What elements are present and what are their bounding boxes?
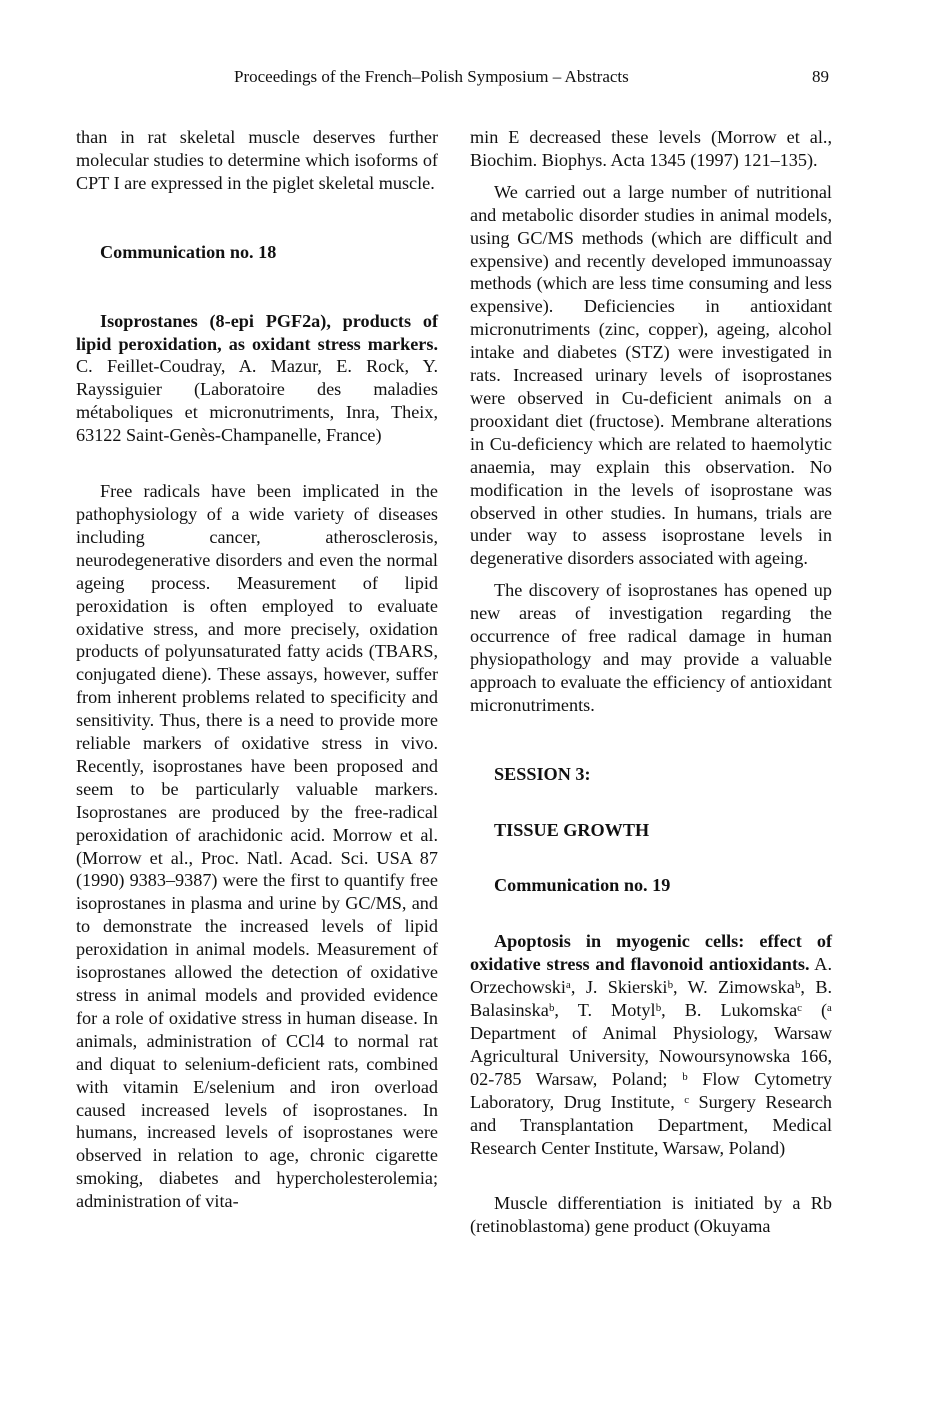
communication-19-title: Apoptosis in myogenic cells: effect of oxidative stress and flavonoid antioxidants. — [470, 931, 832, 975]
session-heading: SESSION 3: — [494, 763, 591, 784]
running-title: Proceedings of the French–Polish Symposium – Abstracts — [234, 67, 629, 86]
communication-18-body: Free radicals have been implicated in the pathophysiology of a wide variety of diseases including cancer, atherosclerosis, neurodegenerative disorders and even the normal ageing process. Measurement of lipid peroxidation is often employed to evaluate oxidative stress, and more precisely, oxidation products of polyunsaturated fatty acids (TBARS, conjugated diene). These assays, however, suffer from inherent problems related to specificity and sensitivity. Thus, there is a need to provide more reliable markers of oxidative stress in vivo. Recently, isoprostanes have been proposed and seem to be particularly valuable markers. Isoprostanes are produced by the free-radical peroxidation of arachidonic acid. Morrow et al. (Morrow et al., Proc. Natl. Acad. Sci. USA 87 (1990) 9383–9387) were the first to quantify free isoprostanes in plasma and urine by GC/MS, and to demonstrate the increased levels of lipid peroxidation in animal models. Measurement of isoprostanes allowed the detection of oxidative stress in animal models and provided evidence for a role of oxidative stress in human disease. In animals, administration of CCl4 to normal rat and diquat to selenium-deficient rats, combined with vitamin E/selenium and iron overload caused increased levels of isoprostanes. In humans, increased levels of isoprostanes were observed in relation to age, chronic cigarette smoking, diabetes and hypercholesterolemia; administration of vita- — [76, 481, 438, 1212]
session-title: TISSUE GROWTH — [494, 819, 650, 840]
right-column — [470, 126, 832, 1238]
communication-19-heading: Communication no. 19 — [494, 875, 671, 896]
page-number: 89 — [812, 67, 829, 86]
communication-18-citation — [76, 310, 438, 447]
communication-19-authors: A. Orzechowskiᵃ, J. Skierskiᵇ, W. Zimowskaᵇ, B. Balasinskaᵇ, T. Motylᵇ, B. Lukomskaᶜ (ᵃ Department of Animal Physiology, Warsaw Agricultural University, Nowoursynowska 166, 02-785 Warsaw, Poland; ᵇ Flow Cytometry Laboratory, Drug Institute, ᶜ Surgery Research and Transplantation Department, Medical Research Center Institute, Warsaw, Poland) — [470, 954, 832, 1158]
communication-19-body: Muscle differentiation is initiated by a Rb (retinoblastoma) gene product (Okuyama — [470, 1193, 832, 1237]
communication-18-authors: C. Feillet-Coudray, A. Mazur, E. Rock, Y. Rayssiguier (Laboratoire des maladies métaboliques et micronutriments, Inra, Theix, 63122 Saint-Genès-Champanelle, France) — [76, 356, 438, 446]
body-paragraph: The discovery of isoprostanes has opened up new areas of investigation regarding the occurrence of free radical damage in human physiopathology and may provide a valuable approach to evaluate the efficiency of antioxidant micronutriments. — [470, 580, 832, 715]
continuation-paragraph: than in rat skeletal muscle deserves further molecular studies to determine which isoforms of CPT I are expressed in the piglet skeletal muscle. — [76, 127, 438, 193]
body-paragraph: We carried out a large number of nutritional and metabolic disorder studies in animal models, using GC/MS methods (which are difficult and expensive) and recently developed immunoassay methods (which are less time consuming and less expensive). Deficiencies in antioxidant micronutriments (zinc, copper), ageing, alcohol intake and diabetes (STZ) were investigated in rats. Increased urinary levels of isoprostanes were observed in Cu-deficient animals on a prooxidant diet (fructose). Membrane alterations in Cu-deficiency which are related to haemolytic anaemia, may explain this observation. No modification in the levels of isoprostane was observed in other studies. In humans, trials are under way to assess isoprostane levels in degenerative disorders associated with ageing. — [470, 181, 832, 569]
communication-18-heading: Communication no. 18 — [100, 241, 277, 262]
communication-19-citation — [470, 930, 832, 1159]
communication-18-title: Isoprostanes (8-epi PGF2a), products of lipid peroxidation, as oxidant stress markers. — [76, 310, 438, 354]
left-column — [76, 126, 438, 1213]
continuation-paragraph: min E decreased these levels (Morrow et al., Biochim. Biophys. Acta 1345 (1997) 121–135). — [470, 127, 832, 170]
